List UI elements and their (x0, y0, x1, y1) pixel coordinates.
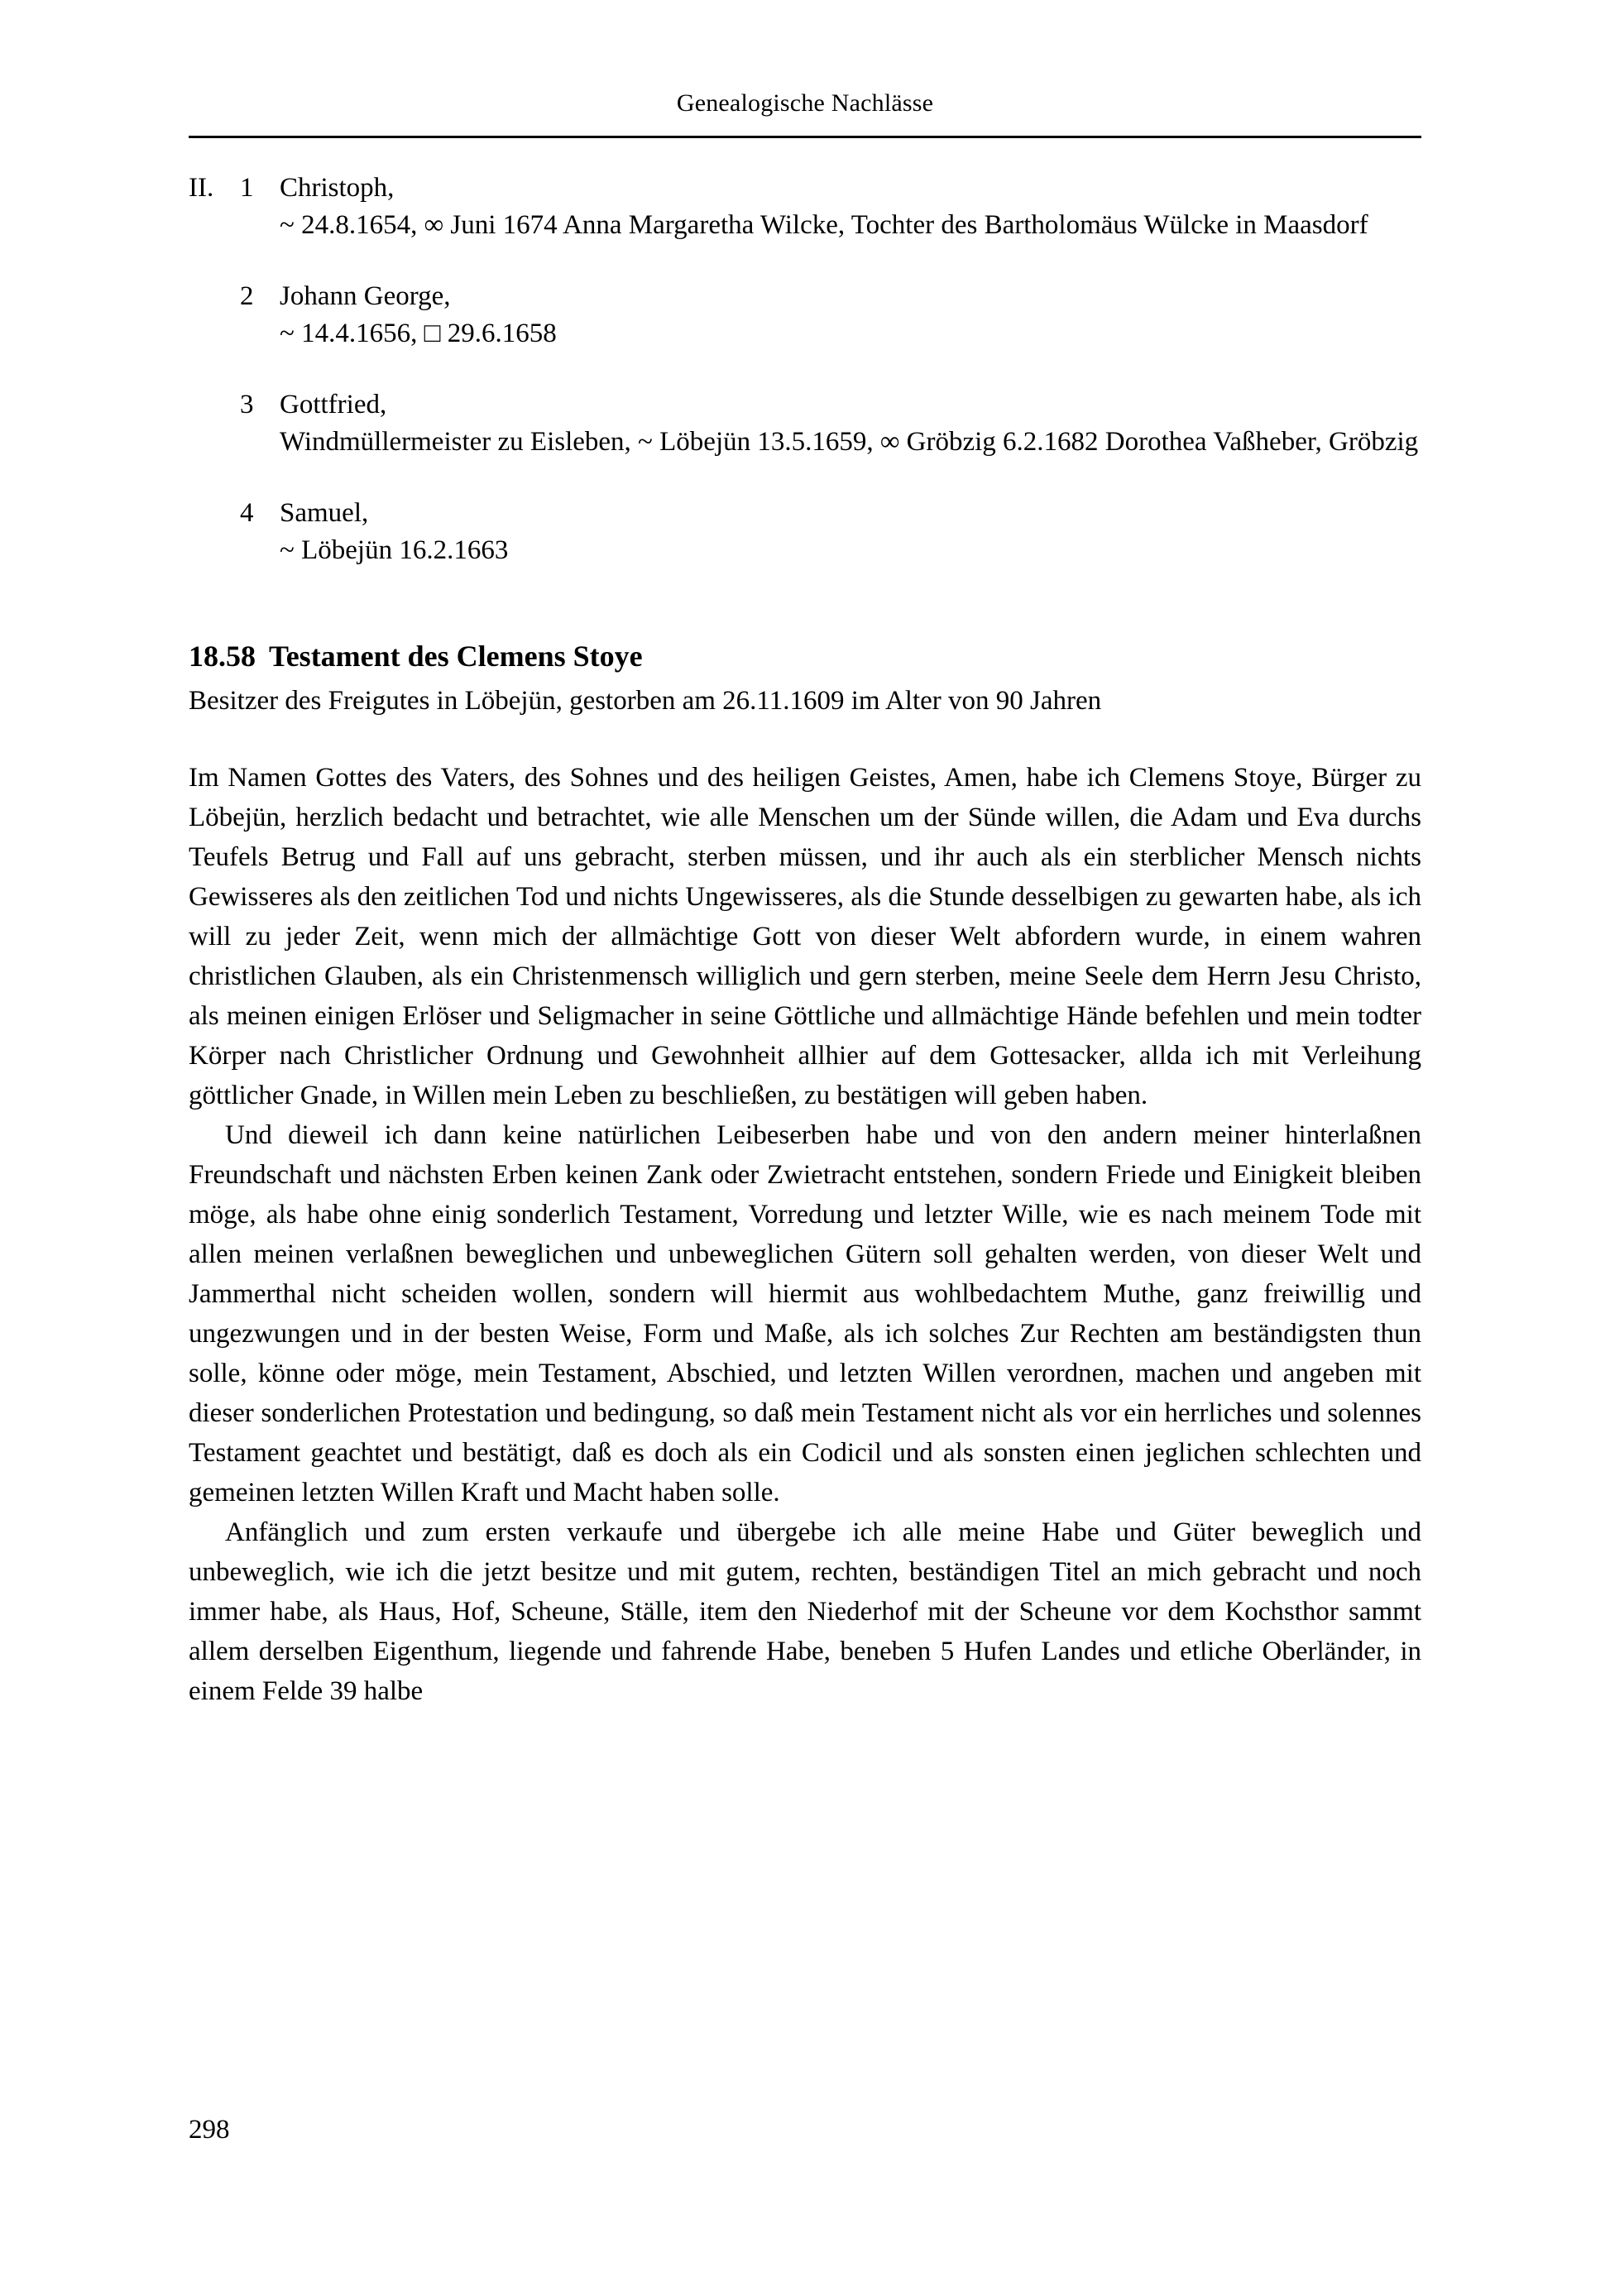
body-text (189, 758, 1421, 1711)
section-title: Testament des Clemens Stoye (269, 640, 643, 673)
genealogy-entry-head (189, 279, 1421, 315)
entry-detail: ~ 24.8.1654, ∞ Juni 1674 Anna Margaretha Wilcke, Tochter des Bartholomäus Wülcke in Maasdorf (280, 209, 1368, 240)
entry-number: 3 (240, 390, 254, 420)
genealogy-entry (189, 279, 1421, 352)
genealogy-entry (189, 387, 1421, 461)
entry-name: Samuel, (280, 498, 369, 529)
genealogy-entry (189, 170, 1421, 244)
section-block (189, 639, 1421, 718)
genealogy-entry-head (189, 387, 1421, 424)
entry-detail: Windmüllermeister zu Eisleben, ~ Löbejün 13.5.1659, ∞ Gröbzig 6.2.1682 Dorothea Vaßheber, Gröbzig (280, 426, 1419, 457)
body-paragraph: Und dieweil ich dann keine natürlichen Leibeserben habe und von den andern meiner hinterlaßnen Freundschaft und nächsten Erben keinen Zank oder Zwietracht entstehen, sondern Friede und Einigkeit bleiben möge, als habe ohne einig sonderlich Testament, Vorredung und letzter Wille, wie es nach meinem Tode mit allen meinen verlaßnen beweglichen und unbeweglichen Gütern soll gehalten werden, von dieser Welt und Jammerthal nicht scheiden wollen, sondern will hiermit aus wohlbedachtem Muthe, ganz freiwillig und ungezwungen und in der besten Weise, Form und Maße, als ich solches Zur Rechten am beständigsten thun solle, könne oder möge, mein Testament, Abschied, und letzten Willen verordnen, machen und angeben mit dieser sonderlichen Protestation und bedingung, so daß mein Testament nicht als vor ein herrliches und solennes Testament geachtet und bestätigt, daß es doch als ein Codicil und als sonsten einen jeglichen schlechten und gemeinen letzten Willen Kraft und Macht haben solle. (189, 1120, 1421, 1508)
section-heading (189, 639, 1421, 674)
entry-detail: ~ Löbejün 16.2.1663 (280, 534, 509, 565)
entry-number: 4 (240, 498, 254, 529)
genealogy-entry-head (189, 170, 1421, 207)
page-content (189, 170, 1421, 1711)
running-head-title: Genealogische Nachlässe (676, 89, 934, 117)
running-head-rule (189, 136, 1421, 138)
genealogy-entry (189, 496, 1421, 569)
generation-roman: II. (189, 173, 214, 203)
entry-name: Johann George, (280, 281, 451, 312)
entry-detail: ~ 14.4.1656, □ 29.6.1658 (280, 318, 557, 348)
genealogy-entry-head (189, 496, 1421, 532)
entry-number: 2 (240, 281, 254, 312)
genealogy-list (189, 170, 1421, 569)
section-number: 18.58 (189, 640, 256, 673)
entry-name: Christoph, (280, 173, 395, 203)
body-paragraph: Im Namen Gottes des Vaters, des Sohnes und des heiligen Geistes, Amen, habe ich Clemens Stoye, Bürger zu Löbejün, herzlich bedacht und betrachtet, wie alle Menschen um der Sünde willen, die Adam und Eva durchs Teufels Betrug und Fall auf uns gebracht, sterben müssen, und ihr auch als ein sterblicher Mensch nichts Gewisseres als den zeitlichen Tod und nichts Ungewisseres, als die Stunde desselbigen zu gewarten habe, als ich will zu jeder Zeit, wenn mich der allmächtige Gott von dieser Welt abfordern wurde, in einem wahren christlichen Glauben, als ein Christenmensch williglich und gern sterben, meine Seele dem Herrn Jesu Christo, als meinen einigen Erlöser und Seligmacher in seine Göttliche und allmächtige Hände befehlen und mein todter Körper nach Christlicher Ordnung und Gewohnheit allhier auf dem Gottesacker, allda ich mit Verleihung göttlicher Gnade, in Willen mein Leben zu beschließen, zu bestätigen will geben haben. (189, 763, 1421, 1111)
body-paragraph: Anfänglich und zum ersten verkaufe und übergebe ich alle meine Habe und Güter beweglich und unbeweglich, wie ich die jetzt besitze und mit gutem, rechten, beständigen Titel an mich gebracht und noch immer habe, als Haus, Hof, Scheune, Ställe, item den Niederhof mit der Scheune vor dem Kochsthor sammt allem derselben Eigenthum, liegende und fahrende Habe, beneben 5 Hufen Landes und etliche Oberländer, in einem Felde 39 halbe (189, 1517, 1421, 1707)
entry-number: 1 (240, 173, 254, 203)
page-number: 298 (189, 2115, 230, 2145)
entry-name: Gottfried, (280, 390, 387, 420)
section-subtitle: Besitzer des Freigutes in Löbejün, gestorben am 26.11.1609 im Alter von 90 Jahren (189, 685, 1102, 716)
